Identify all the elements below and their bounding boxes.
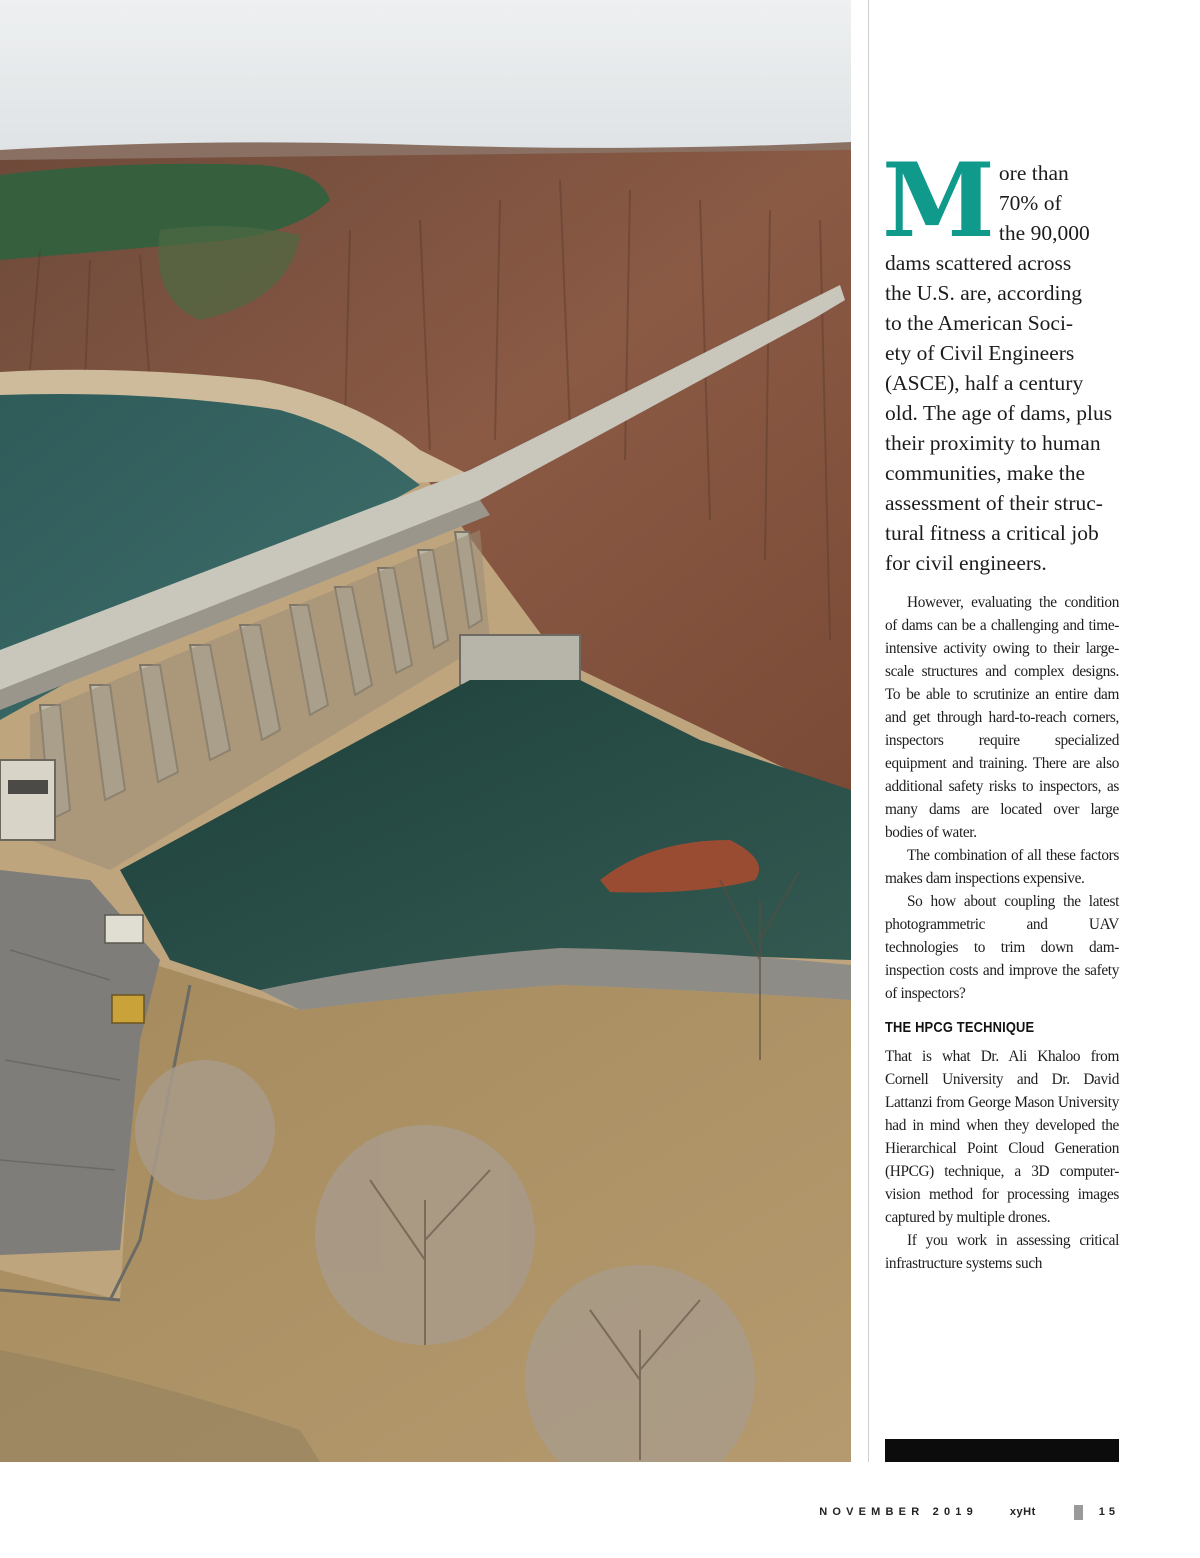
lead-line: old. The age of dams, plus: [885, 401, 1113, 425]
article-column: [882, 141, 1119, 1275]
article-lead: [882, 141, 1119, 578]
body-paragraph: So how about coupling the latest photogrammetric and UAV technologies to trim down dam-inspection costs and improve the safety of inspectors?: [885, 893, 1119, 1002]
lead-line: the 90,000: [998, 221, 1090, 245]
lead-line: for civil engineers.: [885, 551, 1047, 575]
drop-cap: M: [882, 141, 993, 261]
lead-line: to the American Soci-: [885, 311, 1074, 335]
decorative-black-bar: [885, 1439, 1119, 1462]
lead-line: dams scattered across: [885, 251, 1072, 275]
lead-line: assessment of their struc-: [885, 491, 1103, 515]
lead-line: 70% of: [998, 191, 1062, 215]
lead-line: ety of Civil Engineers: [885, 341, 1075, 365]
article-body: [885, 591, 1119, 1275]
column-divider: [868, 0, 869, 1462]
lead-line: the U.S. are, according: [885, 281, 1083, 305]
page-footer: [819, 1502, 1119, 1522]
lead-line: ore than: [998, 161, 1069, 185]
footer-brand: xyHt: [1009, 1506, 1036, 1518]
body-paragraph: If you work in assessing critical infrastructure systems such: [885, 1232, 1119, 1272]
footer-marker: [1074, 1505, 1083, 1520]
body-paragraph: The combination of all these factors makes dam inspections expensive.: [885, 847, 1119, 887]
footer-date: NOVEMBER 2019: [819, 1506, 978, 1518]
lead-line: (ASCE), half a century: [885, 371, 1084, 395]
lead-line: their proximity to human: [885, 431, 1101, 455]
body-paragraph: That is what Dr. Ali Khaloo from Cornell University and Dr. David Lattanzi from George Mason University had in mind when they developed the Hierarchical Point Cloud Generation (HPCG) technique, a 3D computer-vision method for processing images captured by multiple drones.: [885, 1048, 1119, 1226]
lead-line: tural fitness a critical job: [885, 521, 1099, 545]
body-paragraph: However, evaluating the condition of dams can be a challenging and time-intensive activity owing to their large-scale structures and complex designs. To be able to scrutinize an entire dam and get through hard-to-reach corners, inspectors require specialized equipment and training. There are also additional safety risks to inspectors, as many dams are located over large bodies of water.: [885, 594, 1119, 841]
section-heading: THE HPCG TECHNIQUE: [885, 1019, 1035, 1036]
lead-line: communities, make the: [885, 461, 1086, 485]
page-number: 15: [1098, 1506, 1119, 1518]
